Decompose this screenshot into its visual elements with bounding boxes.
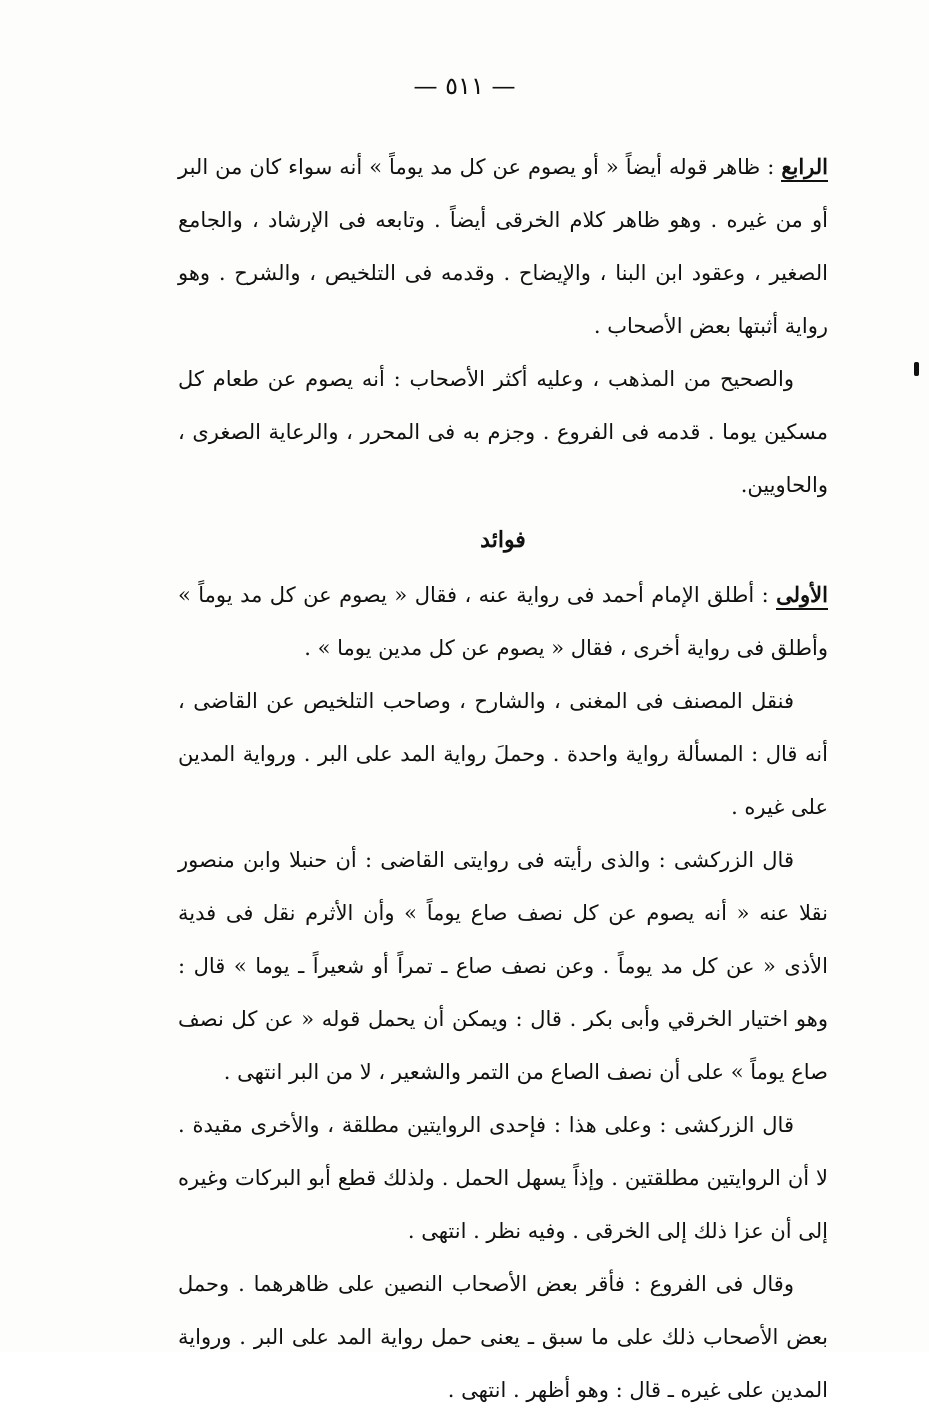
paragraph-lead-first: الأولى (776, 582, 828, 610)
paragraph-text: : ظاهر قوله أيضاً « أو يصوم عن كل مد يوماً » أنه سواء كان من البر أو من غيره . وهو ظاهر كلام الخرقى أيضاً . وتابعه فى الإرشاد ، والجامع الصغير ، وعقود ابن البنا ، والإيضاح . وقدمه فى التلخيص ، والشرح . وهو رواية أثبتها بعض الأصحاب . (178, 155, 828, 338)
paragraph-zarkashi-1: قال الزركشى : والذى رأيته فى روايتى القاضى : أن حنبلا وابن منصور نقلا عنه « أنه يصوم عن كل نصف صاع يوماً » وأن الأثرم نقل فى فدية الأذى « عن كل مد يوماً . وعن نصف صاع ـ تمراً أو شعيراً ـ يوما » قال : وهو اختيار الخرقي وأبى بكر . قال : ويمكن أن يحمل قوله « عن كل نصف صاع يوماً » على أن نصف الصاع من التمر والشعير ، لا من البر انتهى . (178, 848, 828, 1084)
paragraph-correct-view: والصحيح من المذهب ، وعليه أكثر الأصحاب : أنه يصوم عن طعام كل مسكين يوما . قدمه فى الفروع . وجزم به فى المحرر ، والرعاية الصغرى ، والحاويين. (178, 367, 828, 497)
paragraph-transmission: فنقل المصنف فى المغنى ، والشارح ، وصاحب التلخيص عن القاضى ، أنه قال : المسألة رواية واحدة . وحملَ رواية المد على البر . ورواية المدين على غيره . (178, 689, 828, 819)
paragraph-zarkashi-2: قال الزركشى : وعلى هذا : فإحدى الروايتين مطلقة ، والأخرى مقيدة . لا أن الروايتين مطلقتين . وإذاً يسهل الحمل . ولذلك قطع أبو البركات وغيره إلى أن عزا ذلك إلى الخرقى . وفيه نظر . انتهى . (178, 1113, 828, 1243)
page-number: — ٥١١ — (413, 72, 516, 100)
paragraph-lead-fourth: الرابع (781, 154, 828, 182)
paragraph-text: : أطلق الإمام أحمد فى رواية عنه ، فقال « يصوم عن كل مد يوماً » وأطلق فى رواية أخرى ، فقال « يصوم عن كل مدين يوما » . (178, 583, 828, 660)
paragraph-first (178, 568, 828, 675)
paragraph-fourth (178, 140, 828, 353)
margin-mark (914, 362, 919, 376)
body-text (178, 140, 828, 1417)
section-heading: فوائد (480, 527, 526, 553)
paragraph-furu: وقال فى الفروع : فأقر بعض الأصحاب النصين على ظاهرهما . وحمل بعض الأصحاب ذلك على ما سبق ـ يعنى حمل رواية المد على البر . ورواية المدين على غيره ـ قال : وهو أظهر . انتهى . (178, 1272, 828, 1402)
